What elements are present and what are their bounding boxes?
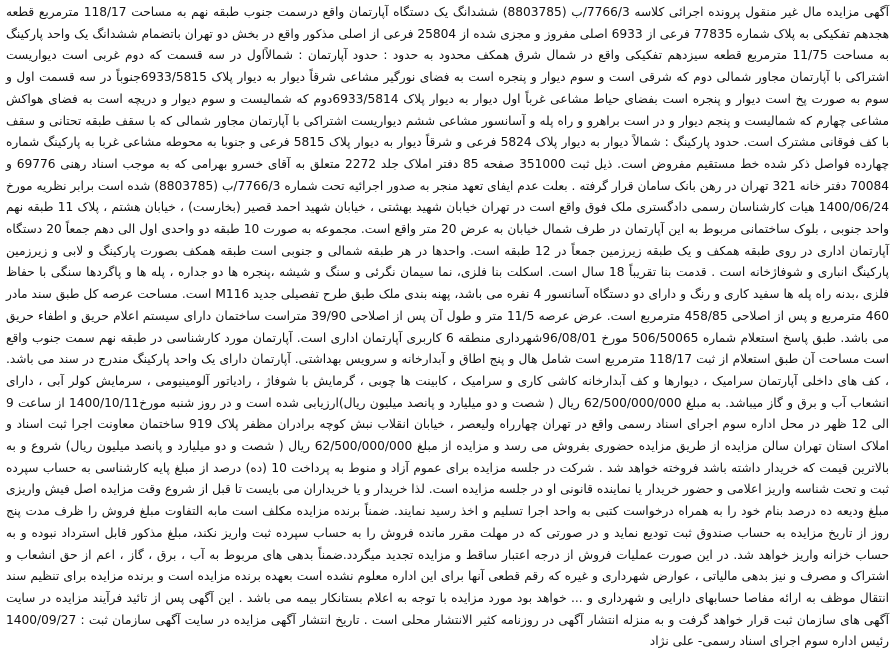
notice-body-text: آگهی مزایده مال غیر منقول پرونده اجرائی کلاسه 7766/3/ب (8803785) ششدانگ یک دستگاه آپارتمان واقع درسمت جنوب طبقه نهم به مساحت 118/17 مترمربع قطعه هجدهم تفکیکی به پلاک شماره 77835 فرعی از 6933 اصلی مفروز و مجزی شده از 25804 فرعی از اصلی مذکور واقع در بخش دو تهران باتضمام ششدانگ یک واحد پارکینگ به مساحت 11/75 مترمربع قطعه سیزدهم تفکیکی واقع در شمال شرق همکف محدود به حدود : حدود آپارتمان : شمالاًاول در سه قسمت که دوم غربی است دیواریست اشتراکی با آپارتمان مجاور شمالی دوم که شرقی است و سوم دیوار و پنجره است به فضای نورگیر مشاعی شرقاً دیوار به دیوار پلاک 6933/5815جنوباً در سه قسمت اول و سوم به صورت پخ است دیوار و پنجره است بفضای حیاط مشاعی غرباً اول دیوار به دیوار پلاک 6933/5814دوم که شمالیست و سوم دیوار و دریچه است به فضای هواکش مشاعی چهارم که شمالیست و پنجم دیوار و در است براهرو و راه پله و آسانسور مشاعی ششم دیواریست اشتراکی با آپارتمان مجاور شمالی که با سقف طبقه تحتانی و سقف با کف فوقانی مشترک است. حدود پارکینگ : شمالاً دیوار به دیوار پلاک 5824 فرعی و شرقاً دیوار به دیوار پلاک 5815 فرعی و جنوبا به محوطه مشاعی غربا به پارکینگ شماره چهارده فواصل ذکر شده خط مستقیم مفروض است. ذیل ثبت 351000 صفحه 85 دفتر املاک جلد 2272 متعلق به آقای خسرو بهرامی که به موجب اسناد رهنی 69776 و 70084 دفتر خانه 321 تهران در رهن بانک سامان قرار گرفته . بعلت عدم ایفای تعهد منجر به صدور اجرائیه تحت شماره 7766/3/ب (8803785) شده است برابر نظریه مورخ 1400/06/24 هیات کارشناسان رسمی دادگستری ملک فوق واقع است در تهران خیابان شهید بهشتی ، خیابان شهید احمد قصیر (بخارست) ، خیابان هشتم ، پلاک 11 طبقه نهم واحد جنوبی ، بلوک ساختمانی مربوط به این آپارتمان در طرف شمال خیابان به عرض 20 متر واقع است. مجموعه به صورت 10 طبقه دو واحدی اول الی دهم جمعاً 20 دستگاه آپارتمان اداری در روی طبقه همکف و یک طبقه زیرزمین جمعاً در 12 طبقه است. واحدها در هر طبقه شمالی و جنوبی است طبقه همکف بصورت پارکینگ و لابی و زیرزمین پارکینگ انباری و شوفاژخانه است . قدمت بنا تقریباً 18 سال است. اسکلت بنا فلزی، نما سیمان نگرئی و سنگ و شیشه ،پنجره ها دو جداره ، پله ها و پاگردها سنگی با حفاظ فلزی ،بدنه راه پله ها سفید کاری و رنگ و دارای دو دستگاه آسانسور 4 نفره می باشد، پهنه بندی ملک طبق طرح تفصیلی جدید M116 است. مساحت عرصه کل طبق سند مادر 460 مترمربع و پس از اصلاحی 458/85 مترمربع است. عرض عرصه 11/5 متر و طول آن پس از اصلاحی 39/90 متراست ساختمان دارای سیستم اعلام حریق و اطفاء حریق می باشد. طبق پاسخ استعلام شماره 506/50065 مورخ 96/08/01شهرداری منطقه 6 کاربری آپارتمان اداری است. آپارتمان مورد کارشناسی در طبقه نهم سمت جنوب واقع است مساحت آن طبق استعلام از ثبت 118/17 مترمربع است شامل هال و پنج اطاق و آبدارخانه و سرویس بهداشتی. آپارتمان دارای یک واحد پارکینگ مندرج در سند می باشد. ، کف های داخلی آپارتمان سرامیک ، دیوارها و کف آبدارخانه کاشی کاری و سرامیک ، کابینت ها چوبی ، گرمایش با شوفاژ ، رادیاتور آلومینیومی ، سرمایش کولر آبی ، دارای انشعاب آب و برق و گاز میباشد. به مبلغ 62/500/000/000 ریال ( شصت و دو میلیارد و پانصد میلیون ریال)ارزیابی شده است و در روز شنبه مورخ1400/10/11 از ساعت 9 الی 12 ظهر در محل اداره سوم اجرای اسناد رسمی واقع در تهران چهارراه ولیعصر ، خیابان انقلاب نبش کوچه برادران مظفر پلاک 919 ساختمان معاونت اجرا ثبت اسناد و املاک استان تهران سالن مزایده از طریق مزایده حضوری بفروش می رسد و مزایده از مبلغ 62/500/000/000 ریال ( شصت و دو میلیارد و پانصد میلیون ریال) شروع و به بالاترین قیمت که خریدار داشته باشد فروخته خواهد شد . شرکت در جلسه مزایده برای عموم آزاد و منوط به پرداخت 10 (ده) درصد از مبلغ پایه کارشناسی به حساب سپرده ثبت و تحت شناسه واریز اعلامی و حضور خریدار یا نماینده قانونی او در جلسه مزایده است. لذا خریدار و یا خریداران می بایست تا قبل از شروع وقت مزایده اصل فیش واریزی مبلغ ودیعه ده درصد بنام خود را به همراه درخواست کتبی به واحد اجرا تسلیم و اخذ رسید نمایند. ضمناً برنده مزایده مکلف است مابه التفاوت مبلغ فروش را ظرف مدت پنج روز از تاریخ مزایده به حساب صندوق ثبت تودیع نماید و در صورتی که در مهلت مقرر مانده فروش را به حساب سپرده ثبت واریز نکند، مبلغ مذکور قابل استرداد نبوده و به حساب خزانه واریز خواهد شد. در این صورت عملیات فروش از درجه اعتبار ساقط و مزایده تجدید میگردد.ضمناً بدهی های مربوط به آب ، برق ، گاز ، اعم از حق انشعاب و اشتراک و مصرف و نیز بدهی مالیاتی ، عوارض شهرداری و غیره که رقم قطعی آنها برای این اداره معلوم نشده است بعهده برنده مزایده است و برنده مزایده برای تنظیم سند انتقال موظف به ارائه مفاصا حسابهای دارایی و شهرداری و ... خواهد بود مورد مزایده با توجه به اعلام بستانکار بیمه می باشد . این آگهی پس از تائید فرآیند مزایده در سایت آگهی های سازمان ثبت قرار خواهد گرفت و به منزله انتشار آگهی در روزنامه کثیر الانتشار محلی است . تاریخ انتشار آگهی مزایده در سایت آگهی سازمان ثبت : 1400/09/27 رئیس اداره سوم اجرای اسناد رسمی- علی نژاد: [6, 5, 890, 649]
auction-notice: [6, 2, 890, 649]
